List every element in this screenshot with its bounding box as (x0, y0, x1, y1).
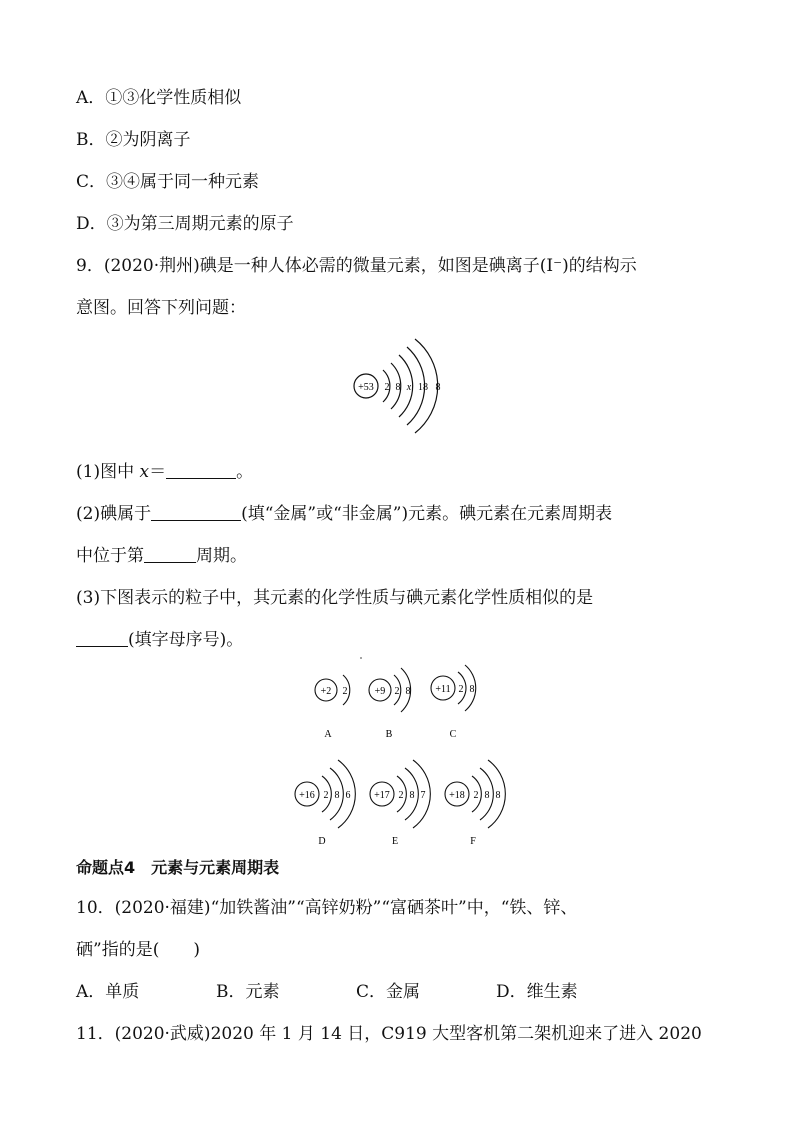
q9-sub2-mid: (填“金属”或“非金属”)元素。碘元素在元素周期表 (241, 504, 613, 524)
answer-blank-metal[interactable] (151, 502, 241, 521)
answer-blank-x[interactable] (166, 460, 236, 479)
q10-option-a: A．单质 (76, 982, 140, 1002)
particle-f-shell: 8 (484, 790, 490, 801)
q9-sub2-line1 (76, 502, 612, 526)
q9-sub2-line2-end: 周期。 (196, 546, 247, 566)
particle-c-label: C (449, 729, 457, 740)
q10-option-d: D．维生素 (496, 982, 578, 1002)
q9-sub3-line1: (3)下图表示的粒子中，其元素的化学性质与碘元素化学性质相似的是 (76, 588, 594, 608)
answer-blank-period[interactable] (144, 544, 196, 563)
particle-d-shell: 2 (323, 790, 329, 801)
particle-f-nucleus: +18 (449, 790, 465, 801)
particle-e-shell: 8 (409, 790, 415, 801)
particle-c (431, 665, 476, 740)
particle-a-label: A (324, 729, 332, 740)
particle-f-shell: 2 (473, 790, 479, 801)
iodide-structure-diagram (345, 335, 455, 440)
particle-c-shell: 8 (469, 684, 475, 695)
q11-stem-line1: 11．(2020·武威)2020 年 1 月 14 日，C919 大型客机第二架机迎来了进入 2020 (76, 1024, 702, 1044)
q8-option-d: D．③为第三周期元素的原子 (76, 214, 294, 234)
q9-sub1 (76, 460, 253, 484)
particle-b (369, 668, 411, 740)
q9-stem-line2: 意图。回答下列问题： (76, 298, 246, 318)
q9-stem-line1: 9．(2020·荆州)碘是一种人体必需的微量元素，如图是碘离子(I⁻)的结构示 (76, 256, 637, 276)
particle-a (315, 675, 350, 740)
particle-c-shell: 2 (458, 684, 464, 695)
q10-stem-line2: 硒”指的是( ) (76, 940, 200, 960)
particle-e-nucleus: +17 (374, 790, 390, 801)
particle-c-nucleus: +11 (435, 684, 451, 695)
iodide-nucleus: +53 (358, 382, 374, 393)
particle-e-shell: 7 (420, 790, 426, 801)
q8-option-b: B．②为阴离子 (76, 130, 191, 150)
particle-f-label: F (470, 836, 476, 847)
particle-d (295, 760, 355, 847)
particle-f (445, 760, 505, 847)
iodide-shell-count: x (406, 382, 412, 393)
particle-f-shell: 8 (495, 790, 501, 801)
iodide-shell-count: 8 (395, 382, 401, 393)
particle-d-shell: 6 (345, 790, 351, 801)
particle-d-shell: 8 (334, 790, 340, 801)
q9-sub1-var: x (139, 462, 150, 482)
q9-sub1-eq: ＝ (149, 462, 167, 482)
q10-option-b: B．元素 (216, 982, 280, 1002)
q8-option-c: C．③④属于同一种元素 (76, 172, 260, 192)
particle-b-nucleus: +9 (374, 686, 386, 697)
iodide-shell-count: 2 (384, 382, 390, 393)
particle-e-shell: 2 (398, 790, 404, 801)
q10-option-c: C．金属 (356, 982, 421, 1002)
particle-b-shell: 8 (405, 686, 411, 697)
q9-sub2-line2 (76, 544, 247, 568)
iodide-shell-count: 18 (418, 382, 428, 393)
q9-sub3-line2 (76, 628, 243, 652)
q9-sub3-line2-end: (填字母序号)。 (128, 630, 244, 650)
q10-stem-line1: 10．(2020·福建)“加铁酱油”“高锌奶粉”“富硒茶叶”中，“铁、锌、 (76, 898, 578, 918)
q9-sub1-prefix: (1)图中 (76, 462, 140, 482)
particle-e (370, 760, 430, 847)
section-title: 命题点4 元素与元素周期表 (76, 858, 280, 877)
iodide-shell-count: 8 (435, 382, 441, 393)
particle-d-nucleus: +16 (299, 790, 315, 801)
q9-sub2-line2-prefix: 中位于第 (76, 546, 144, 566)
particle-e-label: E (391, 836, 399, 847)
q8-option-a: A．①③化学性质相似 (76, 88, 242, 108)
particle-d-label: D (318, 836, 326, 847)
particle-a-nucleus: +2 (320, 686, 332, 697)
particle-a-shell: 2 (342, 686, 348, 697)
particle-diagrams (285, 655, 525, 850)
q9-sub1-end: 。 (236, 462, 254, 482)
answer-blank-letter[interactable] (76, 628, 128, 647)
q9-sub2-prefix: (2)碘属于 (76, 504, 152, 524)
particle-b-label: B (385, 729, 393, 740)
particle-b-shell: 2 (394, 686, 400, 697)
